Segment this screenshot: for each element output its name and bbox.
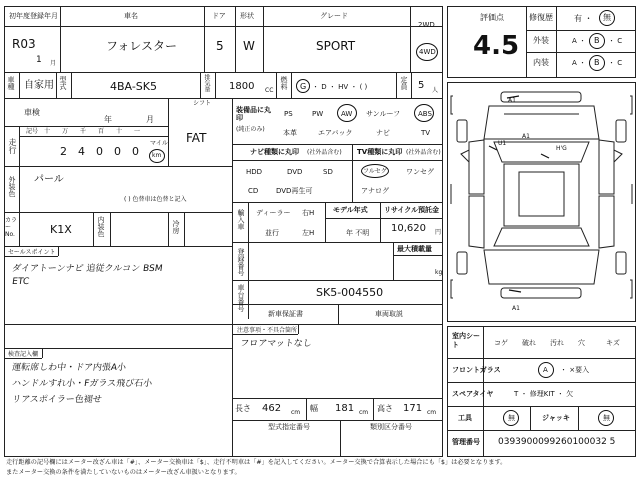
warranty-label: 新車保証書 [268,310,303,318]
model-year-label: モデル年式 [333,206,368,214]
inspector-note-2: ハンドルすれ小・Fガラス飛び石小 [11,379,153,389]
import-dealer: ディーラー [256,209,291,217]
tools-label: 工具 [458,414,472,422]
exterior-c: ・ C [608,37,623,45]
inspection-label: 車検 [24,108,40,117]
interior-label: 内装 [533,58,549,67]
drive-2wd: 2WD [418,21,435,29]
capacity-value: 5 [418,80,425,91]
equipment-sublabel: (純正のみ) [236,126,265,133]
mileage-digit: 2 [60,145,67,158]
management-no-value: 0393900099260100032 5 [498,437,616,447]
nav-item-cd: CD [248,187,259,195]
nav-type-sublabel: (社外品含む) [307,149,342,156]
color-no-label: カラーNo. [5,217,18,239]
nav-item-sd: SD [323,168,333,176]
jack-label: ジャッキ [542,414,570,422]
shift-value: FAT [186,131,207,145]
reg-year-value: R03 [12,37,36,51]
color-label: 外装色 [8,176,16,197]
seat-condition-item: キズ [606,339,620,347]
grade-value: SPORT [316,39,356,53]
seat-label: 室内シート [452,332,480,350]
car-damage-diagram [449,84,634,320]
width-unit: cm [359,409,369,416]
registration-label: 登録番号 [237,248,245,276]
front-glass-label: フロントガラス [452,366,501,374]
chassis-label: 車台番号 [237,284,245,312]
equipment-item: ABS [418,110,432,118]
diagram-label-a1-bottom: A1 [512,305,520,312]
nav-type-label: ナビ種類に丸印 [250,148,299,156]
spare-tire-label: スペアタイヤ [452,390,494,398]
vehicle-category-label: 車種 [7,76,15,90]
score-label: 評価点 [480,13,504,22]
doors-label: ドア [212,12,226,20]
repair-history-options: 有 ・ [574,14,593,23]
max-load-unit: kg [435,269,443,276]
footer-line-2: またメーター交換の条件を満たしていないものはメーター改ざん車扱いとなります。 [6,469,241,476]
exterior-label: 外装 [533,36,549,45]
fuel-other: ・ D ・ HV ・ ( ) [312,83,368,91]
interior-color-label: 内装色 [97,216,105,237]
equipment-item: PS [284,110,293,118]
grade-label: グレード [320,12,348,20]
height-unit: cm [427,409,437,416]
equipment-circle [337,104,357,122]
diagram-label-a1-top: A1 [508,97,516,104]
repair-history-selected: 無 [603,13,611,22]
color-value: パール [34,174,64,185]
mileage-mile: マイル [150,140,168,147]
mileage-unit: 千 [80,128,87,135]
footer-line-1: 走行距離の記号欄にはメーター改ざん車は「#」、メーター交換車は「$」、走行不明車は「#」を記入してください。メーター交換で合算表示した場合にも「$」は必要となります。 [6,459,507,466]
mileage-digit: 0 [96,145,103,158]
diagram-label-u1: U1 [498,140,507,147]
seat-condition-item: 汚れ [550,339,564,347]
mileage-unit: 一 [134,128,141,135]
model-year-value: 年 不明 [346,229,370,237]
inspector-note-3: リアスポイラー色褪せ [11,395,103,405]
diagram-label-a1-mid: A1 [522,133,530,140]
car-name-label: 車名 [124,12,138,20]
import-left-hand: 左H [302,229,315,237]
score-value: 4.5 [473,31,520,61]
attention-value: フロアマットなし [239,339,313,349]
max-load-label: 最大積載量 [397,245,432,253]
equipment-label: 装備品に丸印 [236,106,271,123]
equipment-item: PW [312,110,324,118]
reg-month-unit: 月 [50,60,57,67]
reg-year-label: 初年度登録年月 [9,12,58,20]
color-note: ( ) 色替車は色替と記入 [124,196,187,203]
color-no-value: K1X [50,223,72,236]
import-label: 輸入車 [237,209,245,230]
attention-label: 注意事項・不具合箇所 [237,327,298,334]
tv-item-fullseg: フルセグ [363,168,387,175]
repair-history-label: 修復歴 [529,13,553,22]
import-parallel: 並行 [265,229,279,237]
mileage-digit: 0 [132,145,139,158]
diagram-label-hg: H'G [556,145,567,152]
tv-type-sublabel: (社外品含む) [406,149,441,156]
tools-value: 無 [508,414,515,422]
sales-point-line-1: ダイアトーンナビ 追従クルコン BSM [11,264,164,274]
doors-value: 5 [216,39,224,53]
shape-label: 形状 [240,12,254,20]
jack-value: 無 [603,414,610,422]
displacement-label: 排気量 [203,74,210,92]
equipment-item: ナビ [376,129,390,137]
mileage-digit: 0 [114,145,121,158]
mileage-label: 走行 [8,138,17,154]
ac-label: 冷房 [172,220,180,234]
inspection-year: 年 [104,115,112,124]
exterior-grade: B [594,36,600,45]
fuel-gasoline: G [300,82,307,91]
equipment-circle [414,104,434,122]
management-no-label: 管理番号 [452,438,480,446]
width-value: 181 [335,403,355,414]
interior-a: A ・ [572,59,587,67]
tv-type-label: TV種類に丸印 [357,148,403,156]
mileage-unit: 万 [62,128,69,135]
inspector-notes-label: 検査記入欄 [8,351,39,358]
model-value: 4BA-SK5 [110,80,157,93]
vehicle-category-value: 自家用 [24,80,54,91]
inspector-note-1: 運転席しわ中・ドア内張A小 [11,363,127,373]
length-unit: cm [291,409,301,416]
equipment-item: TV [421,129,431,137]
mileage-unit: 十 [116,128,123,135]
drive-4wd: 4WD [419,48,436,56]
equipment-item: AW [341,110,353,118]
height-value: 171 [403,403,423,414]
width-label: 幅 [310,404,318,413]
car-name-value: フォレスター [106,39,178,53]
nav-item-dvd: DVD [287,168,303,176]
import-right-hand: 右H [302,209,315,217]
recycle-label: リサイクル預託金 [384,206,440,214]
sales-point-line-2: ETC [11,277,30,287]
nav-item-hdd: HDD [246,168,263,176]
length-label: 長さ [235,404,251,413]
recycle-yen: 円 [435,229,442,236]
spare-tire-options: T ・ 修理KIT ・ 欠 [514,390,574,398]
recycle-amount: 10,620 [391,223,426,234]
mileage-digit: 4 [78,145,85,158]
displacement-unit: CC [265,87,274,94]
chassis-value: SK5-004550 [316,286,384,299]
mileage-unit: 百 [98,128,105,135]
mileage-unit: 記号 [26,128,39,135]
front-glass-text: ・ ×要入 [560,366,590,374]
model-label: 型式 [59,76,67,90]
equipment-item: エアバック [318,129,353,137]
sales-point-label: セールスポイント [8,249,56,256]
reg-month-value: 1 [36,55,42,65]
seat-condition-item: 穴 [578,339,585,347]
tv-item-oneseg: ワンセグ [406,168,434,176]
height-label: 高さ [377,404,393,413]
tv-item-analog: アナログ [361,187,389,195]
fuel-label: 燃料 [280,76,288,90]
interior-c: ・ C [608,59,623,67]
capacity-label: 定員 [400,76,408,90]
shape-value: W [243,39,255,53]
shift-label: シフト [193,100,212,107]
nav-item-dvd-play: DVD再生可 [276,187,313,195]
mileage-unit: 十 [44,128,51,135]
category-no-label: 類別区分番号 [370,423,412,431]
capacity-unit: 人 [432,87,439,94]
equipment-item: サンルーフ [366,110,401,118]
exterior-a: A ・ [572,37,587,45]
seat-condition-item: コゲ [494,339,508,347]
manual-label: 車両取説 [375,310,403,318]
length-value: 462 [262,403,282,414]
displacement-value: 1800 [229,81,255,92]
equipment-item: 本革 [283,129,297,137]
mileage-km: km [152,152,162,159]
front-glass-a: A [543,366,548,374]
interior-grade: B [594,58,600,67]
seat-condition-item: 破れ [522,339,536,347]
type-designation-label: 型式指定番号 [268,423,310,431]
inspection-month: 月 [146,115,154,124]
